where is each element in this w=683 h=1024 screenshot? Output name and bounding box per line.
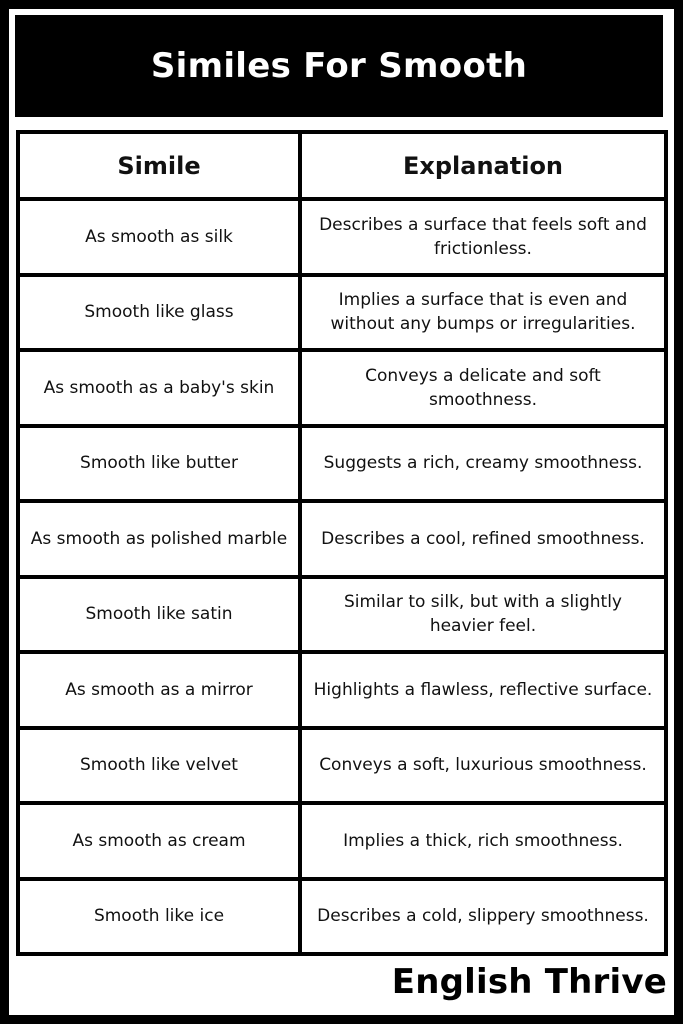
explanation-cell: Describes a surface that feels soft and frictionless. — [300, 199, 666, 275]
table-row — [18, 879, 666, 955]
simile-cell: As smooth as silk — [18, 199, 300, 275]
explanation-cell: Similar to silk, but with a slightly heavier feel. — [300, 577, 666, 653]
header-explanation: Explanation — [300, 132, 666, 199]
simile-cell: Smooth like velvet — [18, 728, 300, 804]
simile-cell: Smooth like ice — [18, 879, 300, 955]
explanation-cell: Describes a cold, slippery smoothness. — [300, 879, 666, 955]
explanation-cell: Highlights a flawless, reflective surface. — [300, 652, 666, 728]
simile-cell: Smooth like butter — [18, 426, 300, 502]
table-header-row — [18, 132, 666, 199]
simile-cell: Smooth like satin — [18, 577, 300, 653]
brand-name: English Thrive — [391, 962, 667, 1002]
table-row — [18, 350, 666, 426]
simile-table-container — [16, 130, 664, 956]
table-row — [18, 199, 666, 275]
explanation-cell: Describes a cool, refined smoothness. — [300, 501, 666, 577]
explanation-cell: Implies a thick, rich smoothness. — [300, 803, 666, 879]
simile-cell: As smooth as polished marble — [18, 501, 300, 577]
table-row — [18, 275, 666, 351]
title-banner — [15, 15, 663, 117]
table-row — [18, 652, 666, 728]
table-row — [18, 728, 666, 804]
explanation-cell: Conveys a soft, luxurious smoothness. — [300, 728, 666, 804]
explanation-cell: Implies a surface that is even and without any bumps or irregularities. — [300, 275, 666, 351]
simile-cell: As smooth as cream — [18, 803, 300, 879]
simile-table — [16, 130, 668, 956]
page-title: Similes For Smooth — [150, 46, 528, 86]
table-row — [18, 501, 666, 577]
table-row — [18, 577, 666, 653]
explanation-cell: Conveys a delicate and soft smoothness. — [300, 350, 666, 426]
simile-cell: Smooth like glass — [18, 275, 300, 351]
simile-cell: As smooth as a mirror — [18, 652, 300, 728]
header-simile: Simile — [18, 132, 300, 199]
explanation-cell: Suggests a rich, creamy smoothness. — [300, 426, 666, 502]
table-row — [18, 426, 666, 502]
simile-cell: As smooth as a baby's skin — [18, 350, 300, 426]
table-row — [18, 803, 666, 879]
